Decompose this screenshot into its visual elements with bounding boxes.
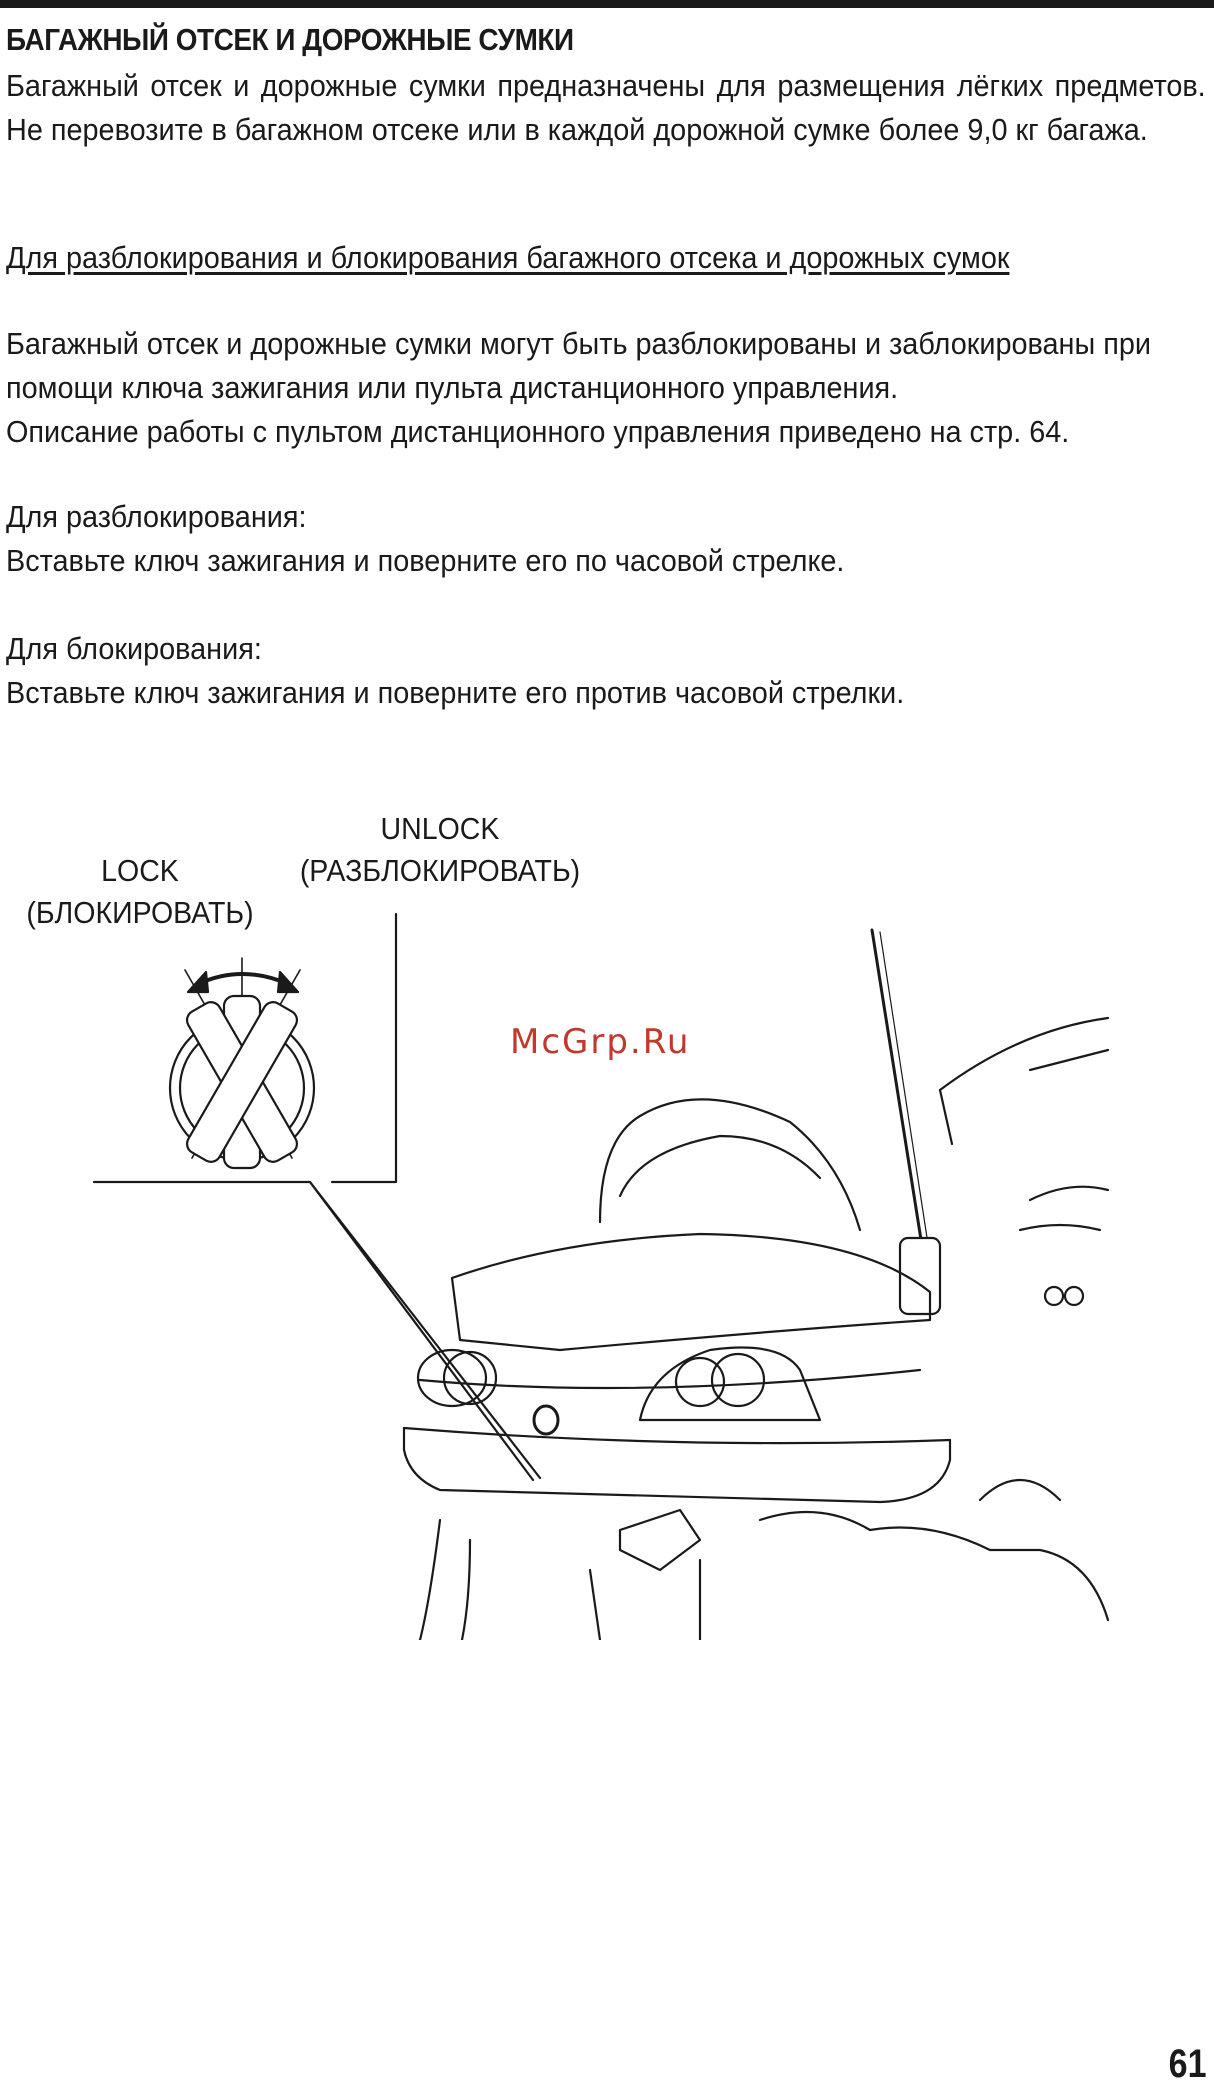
lock-label-ru: (БЛОКИРОВАТЬ) <box>26 895 254 930</box>
top-rule <box>0 0 1214 8</box>
inset-frame <box>94 914 540 1480</box>
unlock-label-ru: (РАЗБЛОКИРОВАТЬ) <box>299 853 581 888</box>
lock-instruction: Вставьте ключ зажигания и поверните его против часовой стрелки. <box>6 675 905 710</box>
body-paragraph-remote: Багажный отсек и дорожные сумки могут быть разблокированы и заблокированы при помощи ключа зажигания или пульта дистанционного управления. <box>6 326 1151 405</box>
unlock-heading: Для разблокирования: <box>6 499 307 534</box>
lock-heading: Для блокирования: <box>6 631 262 666</box>
intro-paragraph: Багажный отсек и дорожные сумки предназначены для размещения лёгких предметов. Не перевозите в багажном отсеке или в каждой дорожной сумке более 9,0 кг багажа. <box>6 68 1206 147</box>
lock-label-en: LOCK <box>101 853 179 888</box>
body-paragraph-page-ref: Описание работы с пультом дистанционного управления приведено на стр. 64. <box>6 414 1070 449</box>
page-number: 61 <box>1168 2042 1206 2086</box>
section-title: БАГАЖНЫЙ ОТСЕК И ДОРОЖНЫЕ СУМКИ <box>6 22 574 57</box>
trunk-lock-illustration <box>0 900 1214 1640</box>
watermark: McGrp.Ru <box>510 1022 691 1062</box>
unlock-instruction: Вставьте ключ зажигания и поверните его по часовой стрелке. <box>6 543 845 578</box>
unlock-label-en: UNLOCK <box>380 811 500 846</box>
unlock-label <box>274 808 605 892</box>
subheading: Для разблокирования и блокирования багажного отсека и дорожных сумок <box>6 240 1010 275</box>
key-cylinder-icon <box>170 958 314 1168</box>
